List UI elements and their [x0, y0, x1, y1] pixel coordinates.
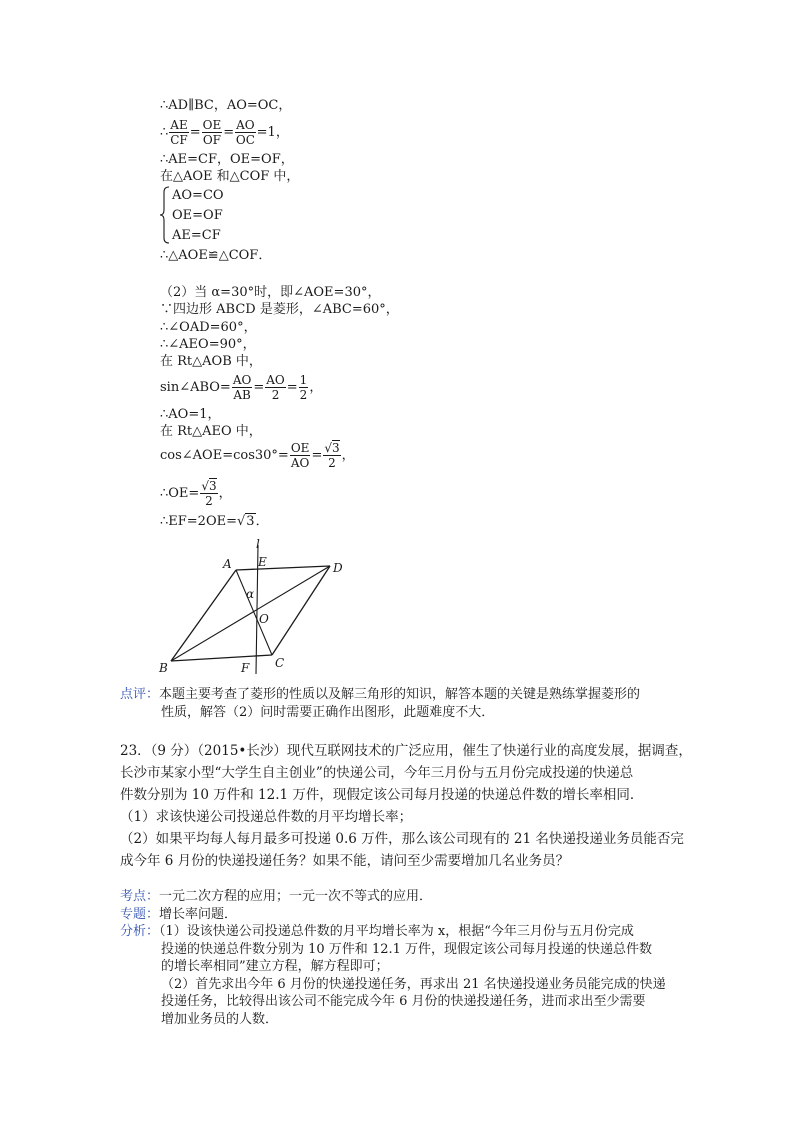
- part2-line-3: ∴∠OAD=60°，: [160, 320, 257, 335]
- q23-line-5: （2）如果平均每人每月最多可投递 0.6 万件，那么该公司现有的 21 名快递投递业务员能否完: [120, 831, 684, 847]
- q23-line-3: 件数分别为 10 万件和 12.1 万件，现假定该公司每月投递的快递总件数的增长率相同．: [120, 787, 644, 803]
- zhuanti-text: 增长率问题．: [159, 907, 238, 922]
- fraction-1-2: [299, 373, 309, 402]
- fraction-sqrt3-2: [323, 441, 340, 470]
- oe-suffix: ，: [218, 486, 232, 501]
- label-alpha: α: [246, 587, 255, 601]
- frac-num: √3: [324, 441, 340, 455]
- proof-ratio-line: ∴ $\frac{AE}{CF}$ = $\frac{OE}{OF}$ = $\frac{AO}{OC}$ =1，: [160, 118, 289, 147]
- part2-line-2: ∵四边形 ABCD 是菱形，∠ABC=60°，: [160, 302, 399, 317]
- system-eq-1: AO=CO: [172, 188, 224, 203]
- label-l: l: [256, 537, 260, 551]
- sqrt-3: √3: [236, 514, 255, 529]
- comment-line-1: 本题主要考查了菱形的性质以及解三角形的知识，解答本题的关键是熟练掌握菱形的: [159, 687, 641, 702]
- sin-abo-line: sin∠ABO= $\frac{AO}{AB}$ = $\frac{AO}{2}$ = $\frac{1}{2}$ ，: [160, 373, 323, 402]
- kaodian-text: 一元二次方程的应用；一元一次不等式的应用．: [159, 889, 433, 904]
- frac-den: OC: [235, 133, 255, 147]
- cos-suffix: ，: [341, 448, 355, 463]
- fenxi-line-5: 投递任务，比较得出该公司不能完成今年 6 月份的快递投递任务，进而求出至少需要: [161, 994, 646, 1009]
- fenxi-label: 分析：: [120, 924, 160, 939]
- radicand: 3: [332, 441, 340, 455]
- comment-label: 点评：: [120, 687, 160, 702]
- fenxi-block: [120, 923, 666, 1028]
- q23-line-1: 23．（9 分）（2015•长沙）现代互联网技术的广泛应用，催生了快递行业的高度发展，据调查，: [120, 743, 692, 759]
- system-eq-3: AE=CF: [172, 228, 221, 243]
- kaodian-label: 考点：: [120, 889, 160, 904]
- label-d: D: [333, 561, 343, 575]
- label-b: B: [159, 661, 168, 675]
- part2-line-5: 在 Rt△AOB 中，: [160, 354, 262, 369]
- fraction-ae-cf: [169, 118, 188, 147]
- label-e: E: [258, 555, 267, 569]
- cos-prefix: cos∠AOE=cos30°=: [160, 448, 289, 463]
- frac-num: AO: [236, 118, 255, 132]
- label-c: C: [275, 656, 285, 670]
- ef-value-line: [160, 514, 269, 530]
- fenxi-line-3: 的增长率相同”建立方程，解方程即可；: [161, 959, 389, 974]
- zhuanti-label: 专题：: [120, 907, 160, 922]
- side-ab: [171, 570, 236, 661]
- part2-line-8: 在 Rt△AEO 中，: [160, 424, 262, 439]
- frac-den: OF: [202, 133, 222, 147]
- oe-value-line: [160, 479, 232, 508]
- diagonal-bd: [171, 566, 330, 661]
- ef-prefix: ∴EF=2OE=: [160, 514, 237, 529]
- fraction-ao-ab: [232, 373, 253, 402]
- rhombus-figure: [150, 535, 360, 680]
- cos-aoe-line: cos∠AOE=cos30°= $\frac{OE}{AO}$ = $\frac{√3}{2}$ ，: [160, 441, 355, 470]
- kaodian-row: [120, 888, 432, 906]
- equation-system: [160, 186, 280, 244]
- q23-line-4: （1）求该快递公司投递总件数的月平均增长率；: [120, 809, 413, 825]
- frac-num: AE: [170, 118, 188, 132]
- ef-suffix: ．: [255, 514, 269, 529]
- radicand: 3: [208, 479, 217, 493]
- frac-den: AB: [233, 388, 251, 402]
- q23-line-6: 成今年 6 月份的快递投递任务？如果不能，请问至少需要增加几名业务员？: [120, 853, 570, 869]
- side-dc: [272, 566, 330, 655]
- part2-line-7: ∴AO=1，: [160, 407, 221, 422]
- proof-line-4: 在△AOE 和△COF 中，: [160, 169, 300, 184]
- proof-line-5: ∴△AOE≌△COF．: [160, 248, 272, 263]
- side-ad: [236, 566, 330, 570]
- frac-num: OE: [202, 118, 222, 132]
- label-o: O: [259, 612, 269, 626]
- frac-num: AO: [232, 373, 252, 387]
- part2-line-4: ∴∠AEO=90°，: [160, 337, 256, 352]
- label-a: A: [223, 557, 232, 571]
- frac-den: CF: [170, 133, 188, 147]
- therefore-symbol: ∴: [160, 125, 169, 140]
- part2-line-1: （2）当 α=30°时，即∠AOE=30°，: [160, 285, 381, 300]
- fraction-oe-of: [202, 118, 223, 147]
- label-f: F: [241, 661, 250, 675]
- proof-line-3: ∴AE=CF，OE=OF，: [160, 152, 294, 167]
- comment-line-2: 性质，解答（2）问时需要正确作出图形，此题难度不大．: [161, 704, 495, 720]
- fraction-ao-oc: [235, 118, 256, 147]
- frac-den: 2: [271, 388, 280, 402]
- system-eq-2: OE=OF: [172, 208, 223, 223]
- q23-line-2: 长沙市某家小型“大学生自主创业”的快递公司，今年三月份与五月份完成投递的快递总: [120, 765, 634, 781]
- left-brace: [160, 186, 170, 244]
- sin-suffix: ，: [309, 380, 323, 395]
- radicand: 3: [246, 514, 255, 529]
- frac-num: OE: [290, 441, 310, 455]
- zhuanti-row: [120, 906, 237, 924]
- frac-den: 2: [205, 494, 213, 508]
- oe-prefix: ∴OE=: [160, 486, 200, 501]
- frac-num: AO: [266, 373, 285, 387]
- system-lines: [172, 186, 224, 246]
- fraction-ao-2: [265, 373, 286, 402]
- frac-den: 2: [299, 388, 308, 402]
- comment-block: [120, 686, 640, 721]
- side-bc: [171, 655, 272, 661]
- fenxi-line-6: 增加业务员的人数．: [161, 1011, 279, 1027]
- fraction-oe-sqrt3-2: [200, 479, 217, 508]
- frac-den: AO: [290, 456, 310, 470]
- fenxi-line-2: 投递的快递总件数分别为 10 万件和 12.1 万件，现假定该公司每月投递的快递总件数: [161, 941, 653, 957]
- fenxi-line-4: （2）首先求出今年 6 月份的快递投递任务，再求出 21 名快递投递业务员能完成的快递: [161, 976, 666, 992]
- ratio-suffix: =1，: [256, 125, 289, 140]
- sin-prefix: sin∠ABO=: [160, 380, 231, 395]
- question-23: [120, 740, 692, 872]
- frac-num: 1: [299, 373, 308, 387]
- proof-line-1: ∴AD∥BC，AO=OC，: [160, 98, 292, 113]
- fraction-oe-ao: [290, 441, 311, 470]
- fenxi-line-1: （1）设该快递公司投递总件数的月平均增长率为 x，根据“今年三月份与五月份完成: [159, 924, 634, 939]
- frac-num: √3: [201, 479, 217, 493]
- frac-den: 2: [328, 456, 336, 470]
